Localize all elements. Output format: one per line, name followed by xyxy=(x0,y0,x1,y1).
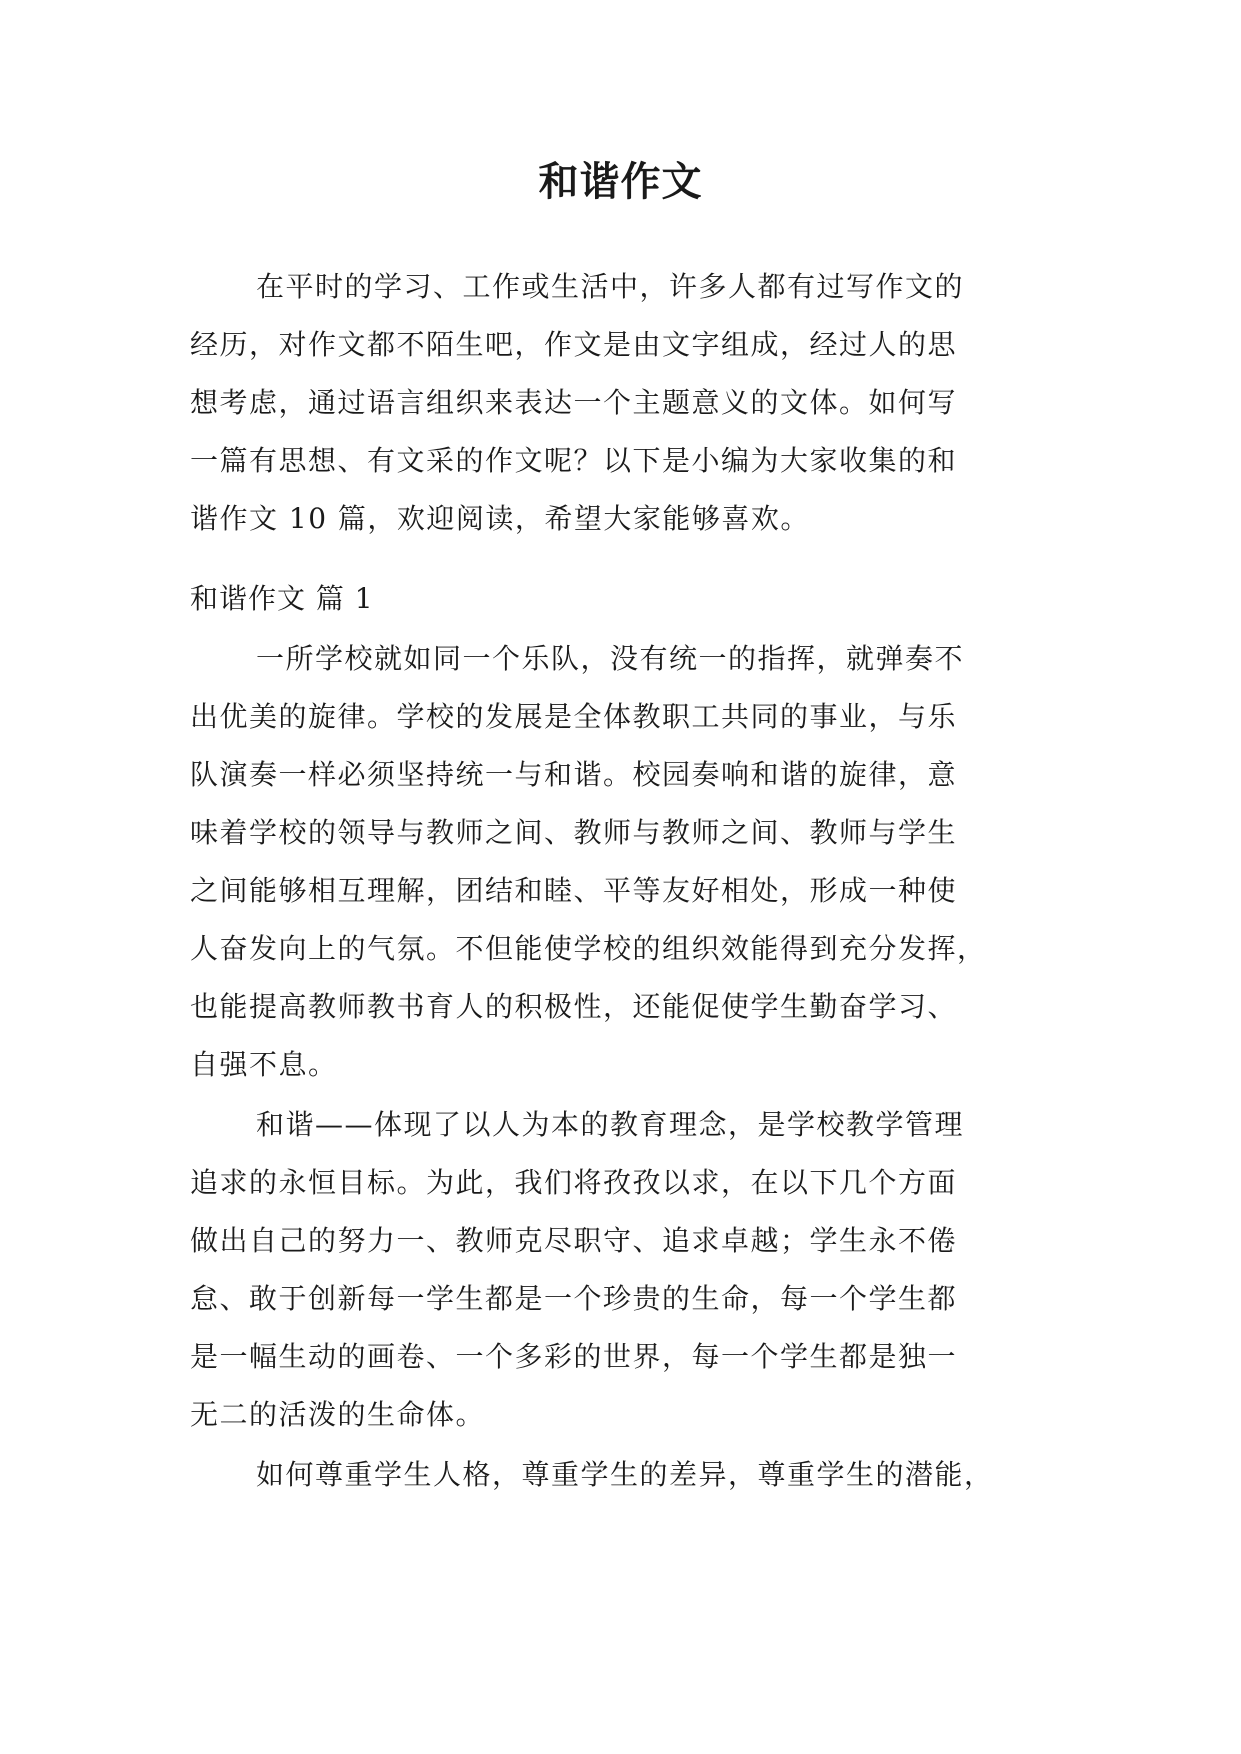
intro-paragraph xyxy=(190,258,1070,548)
text-line: 如何尊重学生人格，尊重学生的差异，尊重学生的潜能， xyxy=(256,1458,994,1491)
text-line: 谐作文 10 篇，欢迎阅读，希望大家能够喜欢。 xyxy=(190,502,810,535)
text-line: 自强不息。 xyxy=(190,1048,338,1081)
text-line: 也能提高教师教书育人的积极性，还能促使学生勤奋学习、 xyxy=(190,990,958,1023)
text-line: 一所学校就如同一个乐队，没有统一的指挥，就弹奏不 xyxy=(256,642,965,675)
text-line: 做出自己的努力一、教师克尽职守、追求卓越；学生永不倦 xyxy=(190,1224,958,1257)
paragraph-1 xyxy=(190,630,1070,1094)
text-line: 味着学校的领导与教师之间、教师与教师之间、教师与学生 xyxy=(190,816,958,849)
text-line: 和谐——体现了以人为本的教育理念，是学校教学管理 xyxy=(256,1108,965,1141)
text-line: 经历，对作文都不陌生吧，作文是由文字组成，经过人的思 xyxy=(190,328,958,361)
text-line: 在平时的学习、工作或生活中，许多人都有过写作文的 xyxy=(256,270,965,303)
text-line: 人奋发向上的气氛。不但能使学校的组织效能得到充分发挥， xyxy=(190,932,987,965)
document-title: 和谐作文 xyxy=(538,158,703,205)
section-1 xyxy=(190,568,1070,1504)
text-line: 想考虑，通过语言组织来表达一个主题意义的文体。如何写 xyxy=(190,386,958,419)
text-line: 怠、敢于创新每一学生都是一个珍贵的生命，每一个学生都 xyxy=(190,1282,958,1315)
text-line: 无二的活泼的生命体。 xyxy=(190,1398,486,1431)
text-line: 出优美的旋律。学校的发展是全体教职工共同的事业，与乐 xyxy=(190,700,958,733)
text-line: 之间能够相互理解，团结和睦、平等友好相处，形成一种使 xyxy=(190,874,958,907)
paragraph-3 xyxy=(190,1446,1070,1504)
section-heading: 和谐作文 篇 1 xyxy=(190,582,374,615)
text-line: 追求的永恒目标。为此，我们将孜孜以求，在以下几个方面 xyxy=(190,1166,958,1199)
text-line: 队演奏一样必须坚持统一与和谐。校园奏响和谐的旋律，意 xyxy=(190,758,958,791)
text-line: 一篇有思想、有文采的作文呢？以下是小编为大家收集的和 xyxy=(190,444,958,477)
text-line: 是一幅生动的画卷、一个多彩的世界，每一个学生都是独一 xyxy=(190,1340,958,1373)
paragraph-2 xyxy=(190,1096,1070,1444)
